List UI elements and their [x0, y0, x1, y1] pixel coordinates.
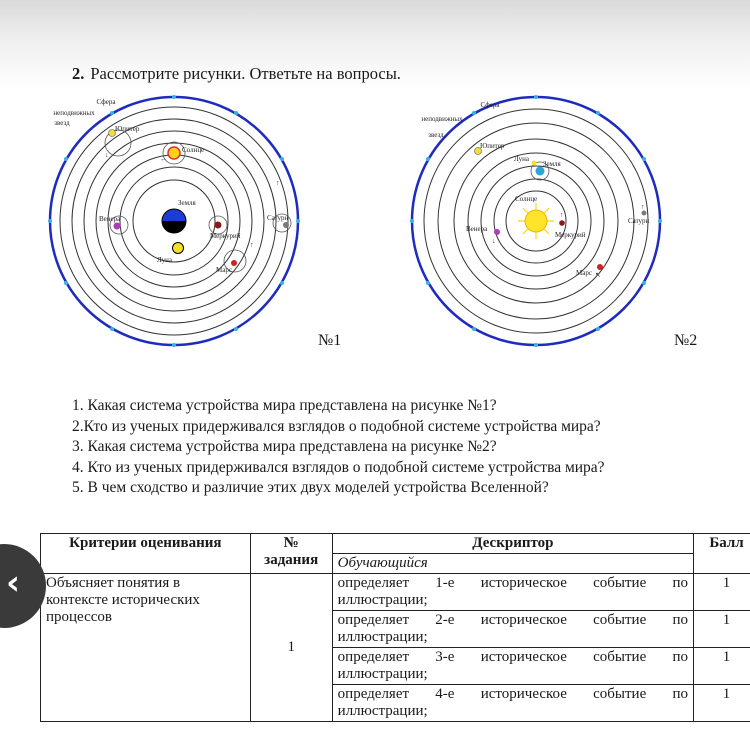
task-text: Рассмотрите рисунки. Ответьте на вопросы.: [90, 64, 401, 83]
saturn-label: Сатурн: [628, 217, 650, 225]
criteria-table: [40, 533, 750, 722]
svg-text:↓: ↓: [492, 237, 496, 245]
sub-header-student: Обучающийся: [332, 554, 693, 574]
sphere-label-line2: неподвижных: [421, 115, 463, 123]
svg-text:←: ←: [160, 155, 167, 163]
moon-label: Луна: [157, 256, 172, 264]
descriptor-cell: [332, 685, 693, 722]
chevron-left-icon: ‹: [6, 563, 21, 603]
svg-text:↑: ↑: [276, 179, 280, 187]
descriptor-text: определяет 1-е историческое событие по: [337, 575, 689, 591]
descriptor-text: определяет 4-е историческое событие по: [337, 686, 689, 702]
earth-label: Земля: [178, 199, 196, 207]
sphere-label-line1: Сфера: [480, 101, 500, 109]
question-4: 4. Кто из ученых придерживался взглядов о подобной системе устройства мира?: [72, 458, 605, 476]
mercury-planet: [559, 220, 565, 226]
earth-label: Земля: [543, 160, 561, 168]
moon-planet: [532, 161, 537, 166]
figure2-diagram: [410, 95, 662, 347]
descriptor-text: определяет 2-е историческое событие по: [337, 612, 689, 628]
header-descriptor: Дескриптор: [332, 534, 693, 554]
sun-label: Солнце: [515, 195, 538, 203]
venus-planet: [114, 223, 121, 230]
descriptor-text-end: иллюстрации;: [337, 666, 428, 682]
mercury-label: Меркурий: [555, 231, 586, 239]
descriptor-text-end: иллюстрации;: [337, 592, 428, 608]
jupiter-label: Юпитер: [480, 142, 505, 150]
figure1-diagram: [48, 95, 300, 347]
svg-text:↑: ↑: [250, 241, 254, 249]
svg-text:↑: ↑: [641, 203, 645, 211]
header-criteria: Критерии оценивания: [41, 534, 251, 574]
svg-text:↖: ↖: [595, 271, 601, 279]
descriptor-text-end: иллюстрации;: [337, 703, 428, 719]
mercury-planet: [215, 222, 222, 229]
header-score: Балл: [694, 534, 750, 574]
questions-list: [72, 396, 605, 499]
sphere-label-line2: неподвижных: [53, 109, 95, 117]
header-task-no: № задания: [250, 534, 332, 574]
criterion-cell: Объясняет понятия в контексте исторических процессов: [41, 574, 251, 722]
sphere-label-line3: звезд: [54, 119, 70, 127]
question-2: 2.Кто из ученых придерживался взглядов о подобной системе устройства мира?: [72, 417, 601, 435]
question-1: 1. Какая система устройства мира представлена на рисунке №1?: [72, 397, 497, 414]
mercury-label: Меркурий: [210, 232, 241, 240]
score-cell: 1: [694, 611, 750, 648]
venus-label: Венера: [466, 225, 488, 233]
mars-label: Марс: [216, 266, 232, 274]
descriptor-text: определяет 3-е историческое событие по: [337, 649, 689, 665]
table-row: [41, 574, 750, 611]
jupiter-label: Юпитер: [115, 125, 140, 133]
figure2-label: №2: [674, 332, 698, 349]
mars-planet: [597, 264, 603, 270]
sphere-label-line3: звезд: [428, 131, 444, 139]
saturn-planet: [642, 211, 647, 216]
task-title: [72, 64, 401, 84]
descriptor-cell: [332, 648, 693, 685]
orbit-arrows: [492, 203, 645, 279]
score-cell: 1: [694, 574, 750, 611]
venus-planet: [494, 229, 500, 235]
saturn-planet: [283, 222, 289, 228]
descriptor-cell: [332, 574, 693, 611]
earth-shadow: [162, 221, 186, 233]
figure1-label: №1: [318, 332, 342, 349]
sphere-label-line1: Сфера: [96, 98, 116, 106]
svg-text:↓: ↓: [105, 151, 109, 159]
moon-planet: [173, 243, 184, 254]
svg-text:↑: ↑: [560, 211, 564, 219]
venus-label: Венера: [99, 215, 121, 223]
task-number: 2.: [72, 64, 85, 83]
score-cell: 1: [694, 685, 750, 722]
sun-label: Солнце: [182, 146, 205, 154]
moon-label: Луна: [514, 155, 529, 163]
question-3: 3. Какая система устройства мира представлена на рисунке №2?: [72, 438, 497, 455]
sun-planet: [525, 210, 547, 232]
sun-planet: [168, 147, 180, 159]
task-number-cell: 1: [250, 574, 332, 722]
mars-label: Марс: [576, 269, 592, 277]
saturn-label: Сатурн: [267, 214, 289, 222]
question-5: 5. В чем сходство и различие этих двух моделей устройства Вселенной?: [72, 479, 549, 496]
descriptor-text-end: иллюстрации;: [337, 629, 428, 645]
descriptor-cell: [332, 611, 693, 648]
score-cell: 1: [694, 648, 750, 685]
